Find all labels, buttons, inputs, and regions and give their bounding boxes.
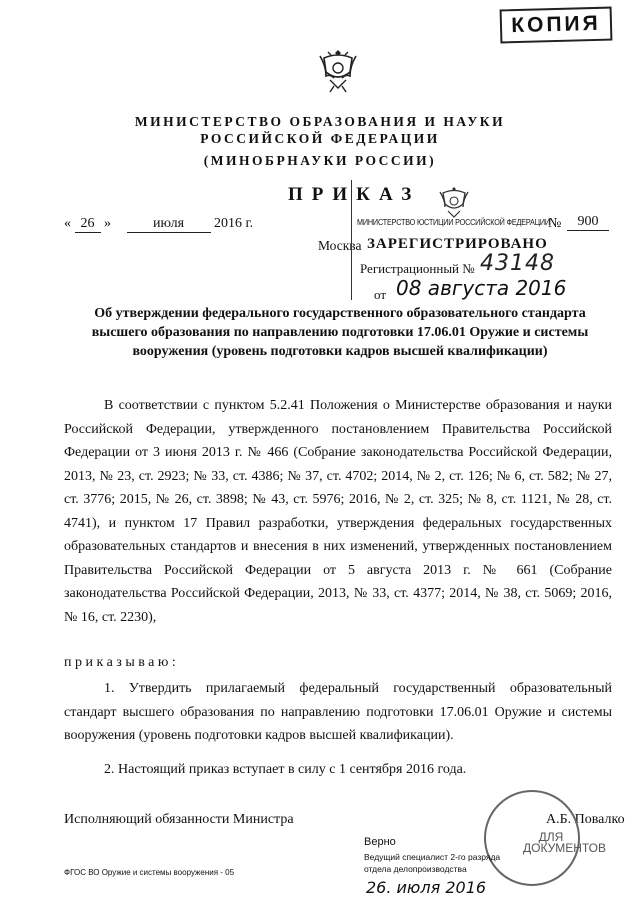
certification-date: 26. июля 2016 [366,878,487,897]
document-type: ПРИКАЗ [288,184,421,205]
date-open-quote: « [64,216,71,231]
date-month: июля [127,216,211,233]
date-day: 26 [75,216,101,233]
order-title: Об утверждении федерального государственного образовательного стандарта высшего образования по направлению подготовки 17.06.01 Оружие и системы вооружения (уровень подготовки кадров высшей квалификации) [91,306,589,359]
footer-file-name: ФГОС ВО Оружие и системы вооружения - 05 [64,868,235,877]
ministry-name-line2: РОССИЙСКОЙ ФЕДЕРАЦИИ [200,131,440,146]
state-emblem-icon [316,44,360,96]
order-item-1: 1. Утвердить прилагаемый федеральный государственный образовательный стандарт высшего образования по направлению подготовки 17.06.01 Оружие и системы вооружения (уровень подготовки кадров высшей квалификации). [64,681,612,743]
copy-stamp: КОПИЯ [500,7,613,44]
certification-position: Ведущий специалист 2-го разряда [364,852,501,862]
decree-word: приказываю: [64,655,180,670]
preamble-paragraph: В соответствии с пунктом 5.2.41 Положения о Министерстве образования и науки Российской Федерации, утвержденного постановлением Правительства Российской Федерации от 3 июня 2013 г. № 466 (Собрание законодательства Российской Федерации, 2013, № 23, ст. 2923; № 33, ст. 4386; № 37, ст. 4702; 2014, № 2, ст. 126; № 6, ст. 582; № 27, ст. 3776; 2015, № 26, ст. 3898; № 43, ст. 5976; 2016, № 2, ст. 325; № 8, ст. 1121, № 28, ст. 4741), и пунктом 17 Правил разработки, утверждения федеральных государственных образовательных стандартов и внесения в них изменений, утвержденных постановлением Правительства Российской Федерации от 5 августа 2013 г. № 661 (Собрание законодательства Российской Федерации, 2013, № 33, ст. 4377; 2014, № 38, ст. 5069; 2016, № 16, ст. 2230), [64,398,612,625]
order-number: 900 [567,214,609,231]
date-close-quote: » [104,216,111,231]
certification-verno: Верно [364,836,396,848]
signer-position: Исполняющий обязанности Министра [64,812,294,827]
registration-status: ЗАРЕГИСТРИРОВАНО [367,236,548,252]
place-of-issue: Москва [318,238,362,253]
ministry-name-line1: МИНИСТЕРСТВО ОБРАЗОВАНИЯ И НАУКИ [134,114,506,129]
order-date [64,216,253,233]
order-item-2: 2. Настоящий приказ вступает в силу с 1 сентября 2016 года. [104,762,467,777]
date-year: 2016 г. [214,216,254,231]
ministry-short-name: (МИНОБРНАУКИ РОССИИ) [203,153,437,168]
registration-from-label: от [374,287,387,302]
registration-number-label: Регистрационный № [360,261,475,276]
signer-name: А.Б. Повалко [546,812,625,827]
registration-date: 08 августа 2016 [396,276,567,300]
registration-number: 43148 [480,251,555,276]
seal-text: ДЛЯ ДОКУМЕНТОВ [523,830,607,855]
certification-department: отдела делопроизводства [364,864,467,874]
registration-ministry: МИНИСТЕРСТВО ЮСТИЦИИ РОССИЙСКОЙ ФЕДЕРАЦИИ [357,217,550,227]
order-number-label: № [548,216,562,231]
